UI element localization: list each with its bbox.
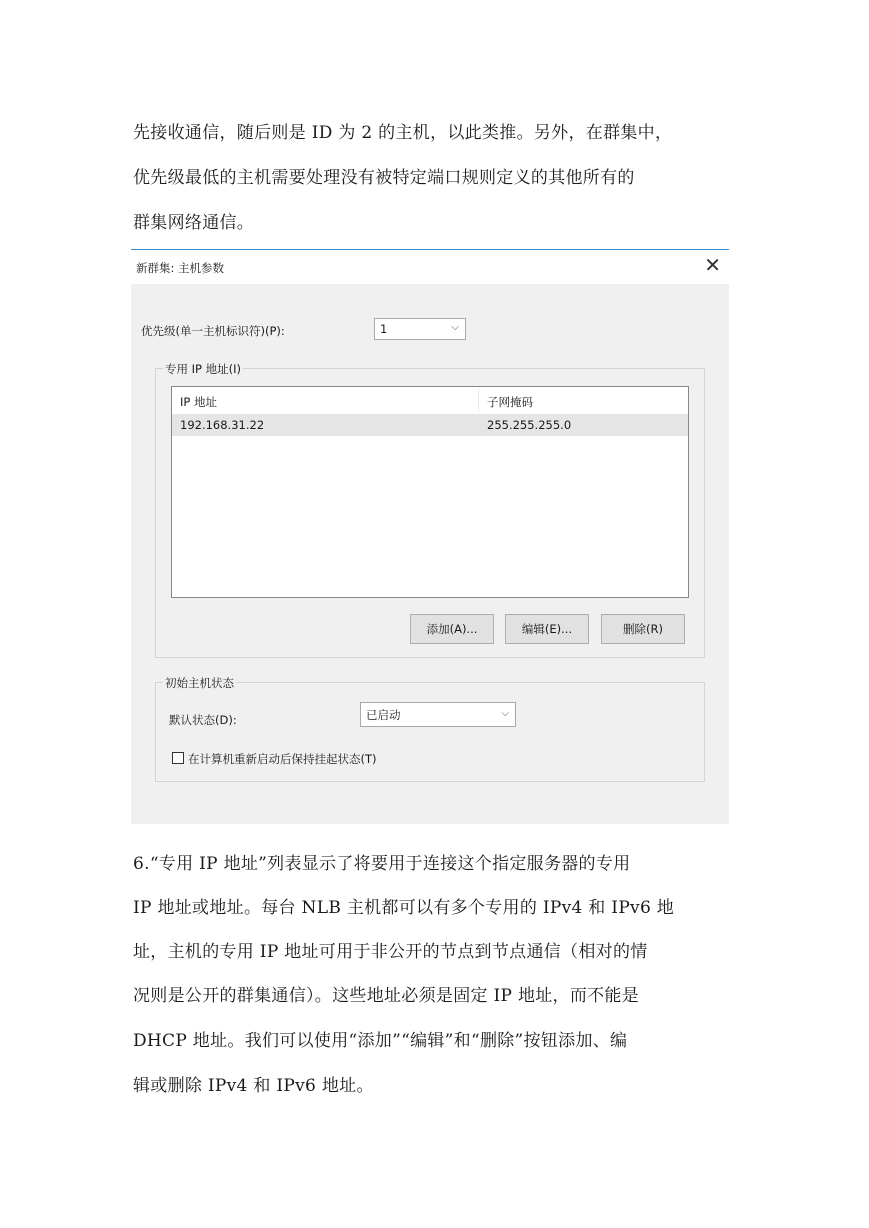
default-state-label: 默认状态(D):: [169, 713, 237, 727]
chevron-down-icon: ⌵: [451, 322, 459, 333]
body-line: IP 地址或地址。每台 NLB 主机都可以有多个专用的 IPv4 和 IPv6 地: [133, 898, 675, 918]
ip-cell: 192.168.31.22: [180, 418, 265, 432]
dedicated-ip-group-label: 专用 IP 地址(I): [165, 362, 242, 376]
dialog-titlebar: [131, 250, 729, 284]
body-line: 6.“专用 IP 地址”列表显示了将要用于连接这个指定服务器的专用: [133, 854, 631, 874]
default-state-select[interactable]: [360, 702, 516, 727]
add-button[interactable]: 添加(A)...: [410, 614, 494, 644]
close-icon[interactable]: ✕: [704, 253, 721, 277]
default-state-value: 已启动: [366, 708, 401, 722]
column-divider: [478, 389, 479, 411]
edit-button[interactable]: 编辑(E)...: [505, 614, 589, 644]
dedicated-ip-list[interactable]: [171, 386, 689, 598]
table-row[interactable]: [172, 414, 688, 436]
list-header: [172, 387, 688, 413]
intro-line: 先接收通信，随后则是 ID 为 2 的主机，以此类推。另外，在群集中，: [133, 123, 673, 143]
body-line: 况则是公开的群集通信）。这些地址必须是固定 IP 地址，而不能是: [133, 986, 640, 1006]
dialog-title: 新群集: 主机参数: [136, 261, 225, 275]
suspend-checkbox-label[interactable]: 在计算机重新启动后保持挂起状态(T): [188, 752, 377, 766]
priority-label: 优先级(单一主机标识符)(P):: [141, 324, 285, 338]
priority-value: 1: [380, 322, 388, 336]
delete-button[interactable]: 删除(R): [601, 614, 685, 644]
body-line: DHCP 地址。我们可以使用“添加”“编辑”和“删除”按钮添加、编: [133, 1031, 628, 1051]
body-line: 辑或删除 IPv4 和 IPv6 地址。: [133, 1076, 374, 1096]
column-header-ip[interactable]: IP 地址: [180, 395, 217, 409]
initial-state-group: [155, 676, 705, 782]
body-line: 址，主机的专用 IP 地址可用于非公开的节点到节点通信（相对的情: [133, 942, 648, 962]
column-header-mask[interactable]: 子网掩码: [487, 395, 533, 409]
intro-line: 群集网络通信。: [133, 213, 255, 233]
host-parameters-dialog: [131, 249, 729, 824]
priority-select[interactable]: [374, 318, 466, 340]
suspend-checkbox[interactable]: [172, 752, 184, 764]
initial-state-group-label: 初始主机状态: [165, 676, 234, 690]
chevron-down-icon: ⌵: [501, 708, 509, 719]
intro-line: 优先级最低的主机需要处理没有被特定端口规则定义的其他所有的: [133, 168, 635, 188]
mask-cell: 255.255.255.0: [487, 418, 572, 432]
